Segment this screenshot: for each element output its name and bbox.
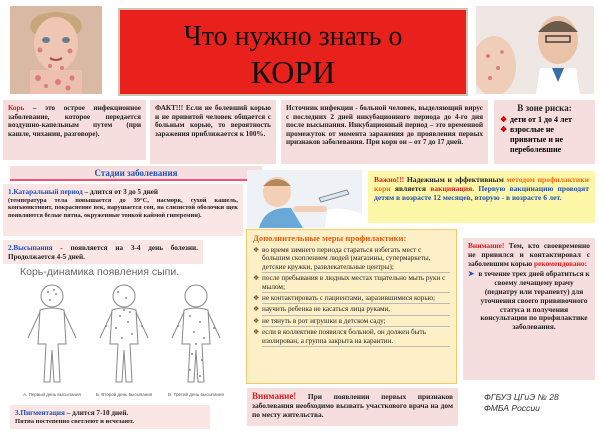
measles-definition-text: – это острое инфекционное заболевание, которое передается воздушно-капельным путем (при кашле, чихании, разговоре). (8, 104, 141, 138)
attention-highlight: рекомендовано: (534, 258, 588, 268)
attention-recommendation-text: в течение трех дней обратиться к своему лечащему врачу (педиатру или терапевту) для уточнения своего прививочного статуса и получения консультации по профилактике заболевания. (478, 269, 590, 332)
child-figure-day-2 (100, 285, 148, 382)
organization-line-1: ФГБУЗ ЦГиЭ № 28 (484, 392, 559, 402)
important-text-3: Первую вакцинацию проводят детям в возрасте 12 месяцев, вторую - в возрасте 6 лет. (374, 184, 589, 202)
stage-3-detail: Пятна постепенно светлеют и исчезают. (15, 417, 135, 425)
measures-title: Дополнительные меры профилактики: (253, 233, 407, 243)
doctor-exam-photo (476, 6, 594, 94)
measure-item: ❖ не тянуть в рот игрушки в детском саду; (262, 316, 450, 327)
risk-group-title: В зоне риска: (517, 103, 572, 113)
risk-item: ❖ дети от 1 до 4 лет (510, 115, 589, 125)
attention-2-text: При появлении первых признаков заболевания необходимо вызвать участкового врача на дом по месту жительства. (252, 392, 453, 419)
stage-1-text: – длится от 3 до 5 дней (82, 188, 159, 196)
poster-title (118, 8, 468, 96)
rash-dynamics-caption: Корь-динамика появления сыпи. (20, 266, 180, 278)
important-text-1: Надежным и эффективным (404, 175, 507, 184)
important-vaccination-box (368, 171, 595, 223)
measure-item: ❖ научить ребенка не касаться лица руками, (262, 304, 450, 315)
measures-list (253, 245, 450, 347)
important-highlight-1: методом профилактики кори (374, 175, 589, 193)
infection-source-text: Источник инфекции - больной человек, выделяющий вирус с последних 2 дней инкубационного периода до 4-го дня после высыпания. Инкубационный период – это временной промежуток от момента заражения до проявления первых признаков заболевания. При кори он – от 7 до 17 дней. (286, 104, 483, 147)
attention-text: Тем, кто своевременно не привился и контактировал с заболевшим корью (468, 241, 590, 268)
prevention-measures-box (246, 229, 457, 384)
risk-item: ❖ взрослые не привитые и не переболевшие (510, 125, 589, 155)
stage-3-head: 3.Пигментация (15, 409, 65, 417)
figure-label-day-2: Б. Второй день высыпания (95, 392, 153, 397)
rash-dynamics-figure (16, 282, 234, 405)
stage-2-box (3, 240, 203, 264)
attention-label: Внимание! (468, 241, 505, 250)
vaccination-photo (247, 170, 362, 228)
measure-item: ❖ если в коллективе появился больной, он должен быть изолирован, а группа закрыта на карантин. (262, 327, 450, 347)
figure-label-day-1: А. Первый день высыпания (23, 392, 81, 397)
stage-3-box (10, 405, 210, 429)
organization-line-2: ФМБА России (484, 403, 540, 413)
stage-2-head: 2.Высыпания (8, 244, 53, 252)
child-figure-day-3 (172, 285, 220, 382)
attention-2-label: Внимание! (252, 391, 297, 401)
stages-title: Стадии заболевания (10, 166, 262, 181)
infection-source-box (281, 100, 488, 164)
contact-attention-box (463, 238, 595, 380)
child-with-rash-photo (10, 6, 102, 94)
stage-1-box (3, 184, 243, 236)
stage-1-head: 1.Катаральный период (8, 188, 83, 196)
fact-label: ФАКТ!!! (155, 104, 184, 112)
call-doctor-attention-box (247, 388, 458, 426)
title-line-2: КОРИ (250, 54, 336, 90)
risk-group-list (500, 115, 589, 155)
important-label: Важно!!! (374, 175, 405, 184)
organization-name (484, 392, 596, 414)
risk-group-box (494, 100, 595, 164)
stage-2-text: - появляется на 3-4 день болезни. Продолжается 4-5 дней. (8, 244, 198, 261)
measure-item: ❖ после пребывания в людных местах тщательно мыть руки с мылом; (262, 273, 450, 293)
measure-item: ❖ не контактировать с пациентами, заразившимися корью; (262, 293, 450, 304)
important-highlight-2: вакцинация. (430, 184, 475, 193)
measles-term: Корь (8, 104, 25, 112)
fact-box (150, 100, 276, 164)
figure-label-day-3: В. Третий день высыпания (168, 392, 224, 397)
title-line-1: Что нужно знать о (183, 21, 403, 52)
measles-definition-box (3, 100, 146, 160)
measure-item: ❖ во время зимнего периода стараться избегать мест с большим скоплением людей (магазины, супермаркеты, детские кружки, развлекательные центры); (262, 245, 450, 273)
fact-text: Если не болевший корью и не привитой человек общается с больным корью, то вероятность заражения приближается к 100%. (155, 104, 271, 138)
attention-recommendation: ➤ в течение трех дней обратиться к своему лечащему врачу (педиатру или терапевту) для уточнения своего прививочного статуса и получения консультации по профилактике заболевания. (468, 269, 590, 332)
important-text-2: является (390, 184, 431, 193)
stage-3-text: – длится 7-10 дней. (64, 409, 129, 417)
stage-1-detail: (температура тела повышается до 39°С, насморк, сухой кашель, конъюнктивит, покраснение век, нарушается сон, на слизистой оболочки щек появляются белые пятна, окруженные тонкой каймой гиперемии). (8, 196, 238, 219)
child-figure-day-1 (28, 285, 76, 382)
